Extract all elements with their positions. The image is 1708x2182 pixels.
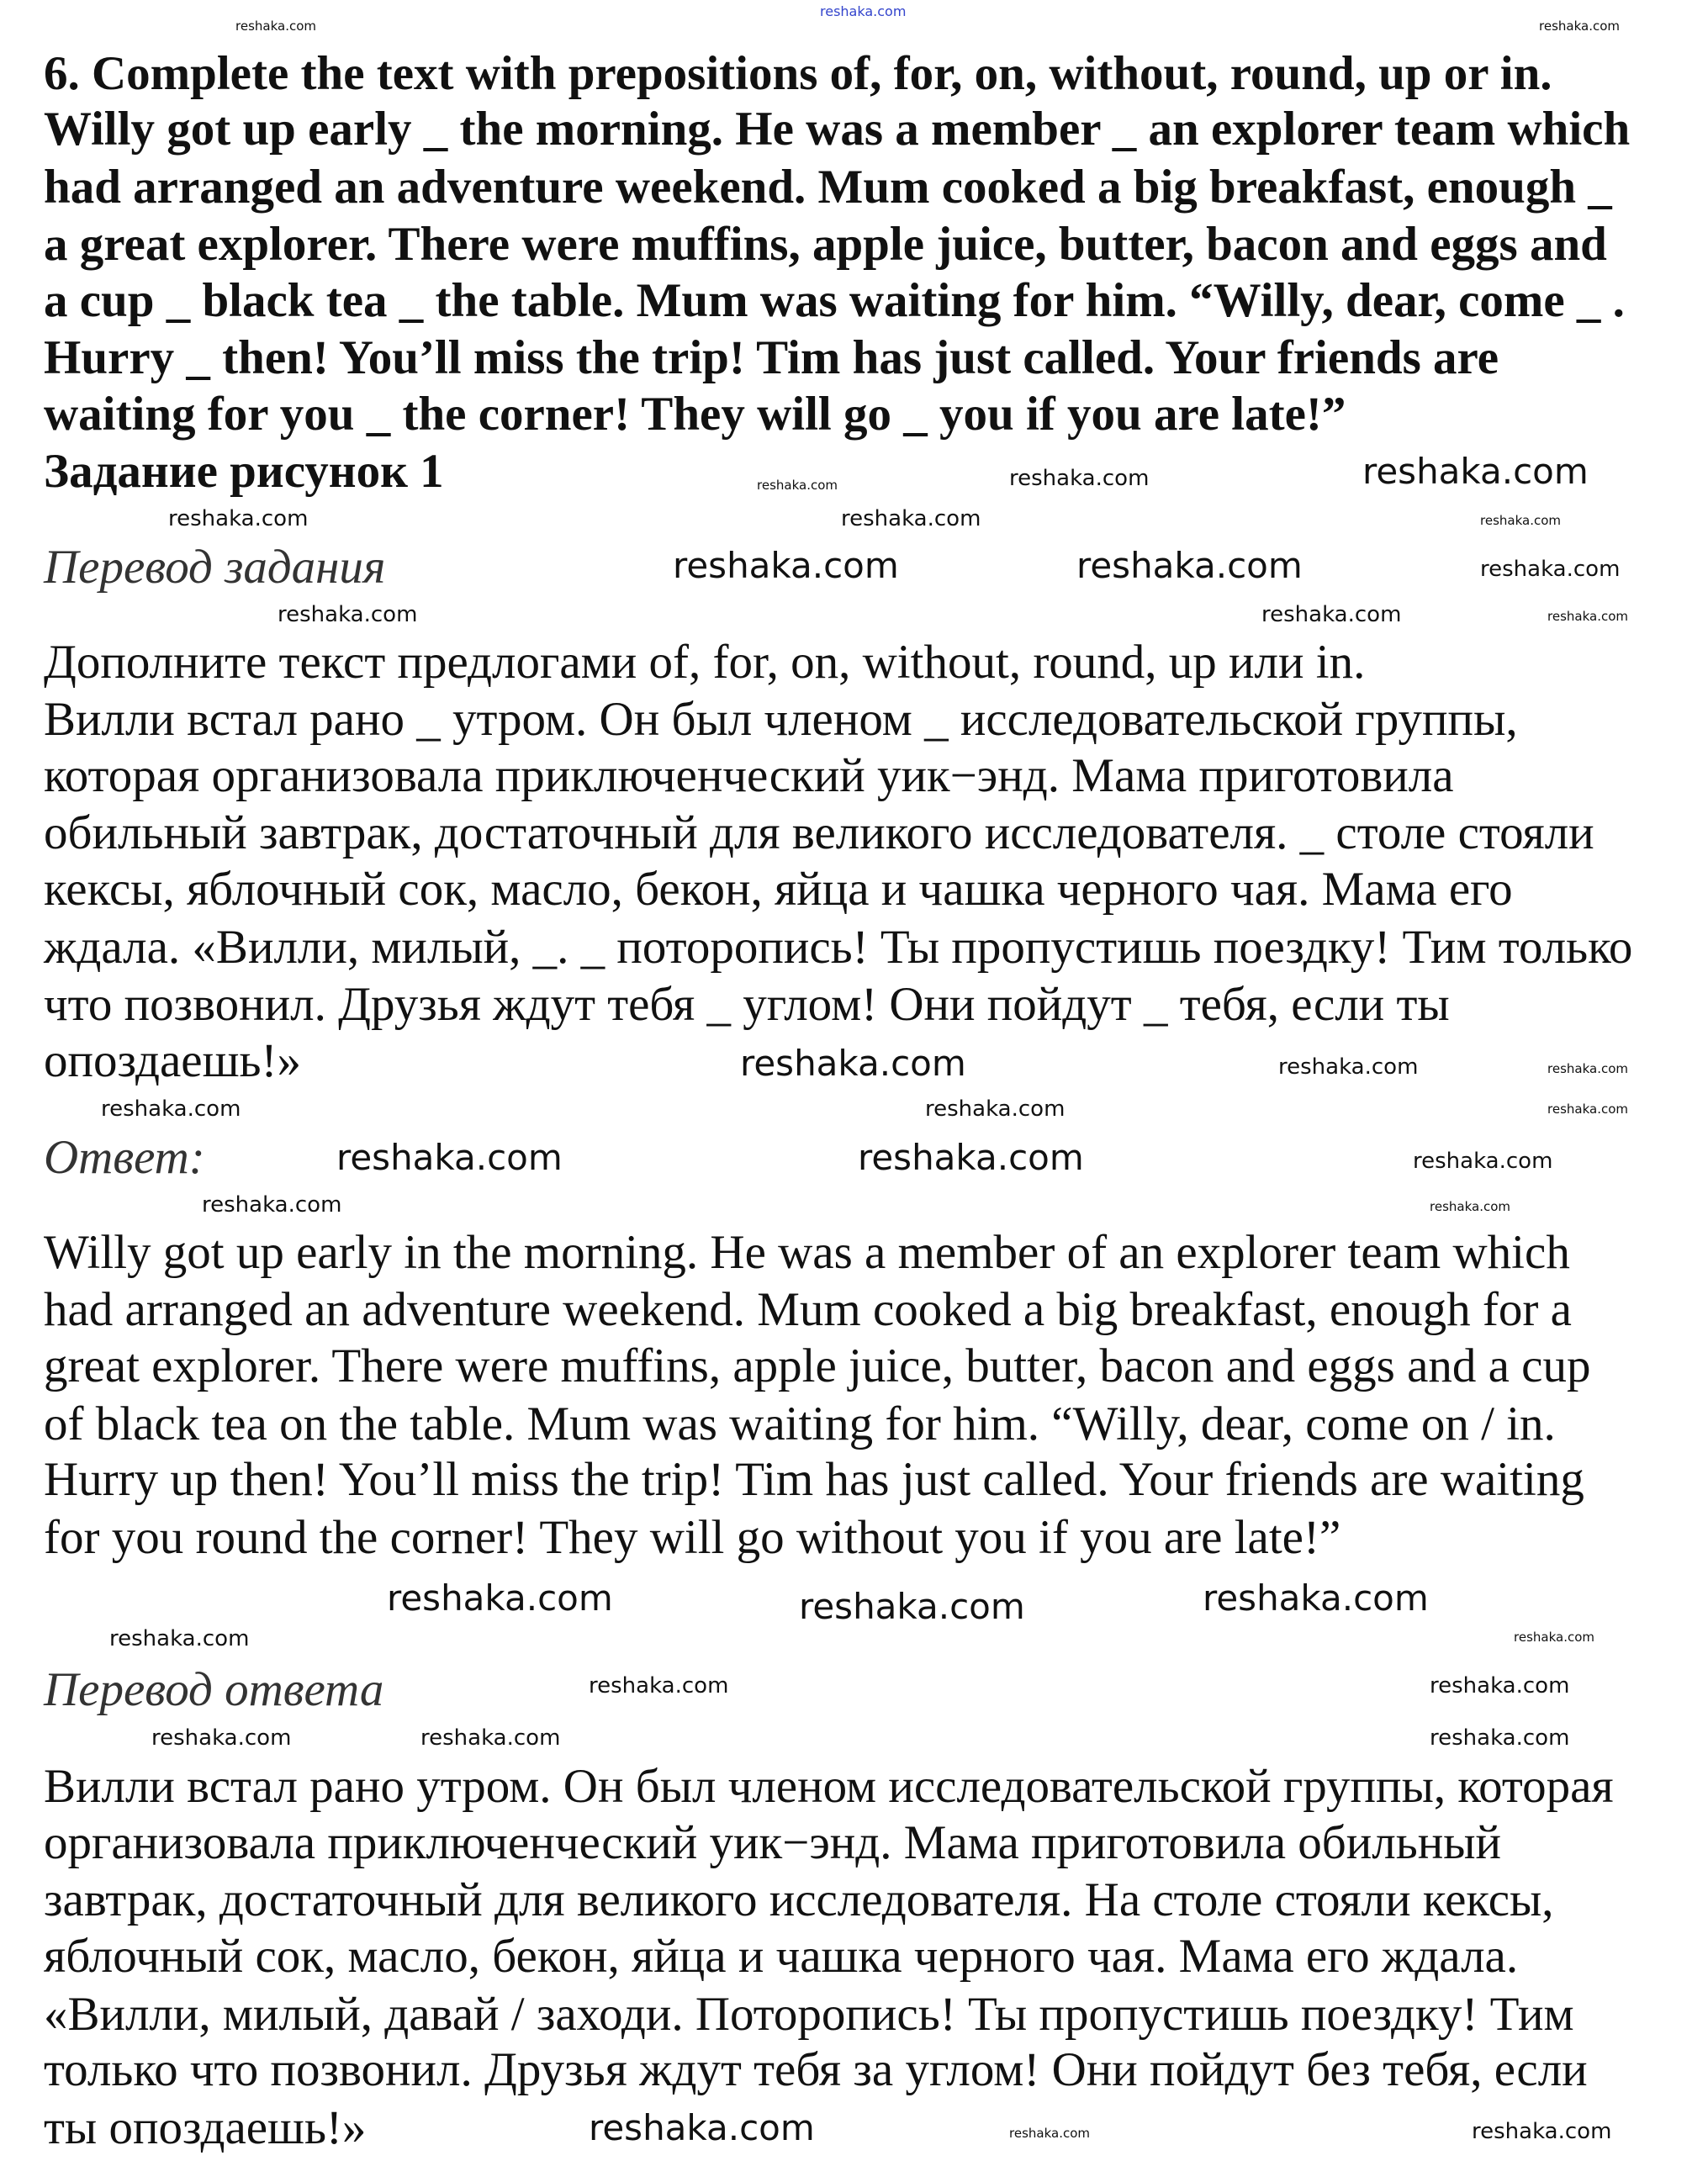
answer-translation-line: Вилли встал рано утром. Он был членом исследовательской группы, которая [44,1760,1614,1813]
watermark: reshaka.com [1430,1199,1510,1214]
task-line: waiting for you _ the corner! They will go _ you if you are late!” [44,388,1346,441]
answer-translation-line: организовала приключенческий уик−энд. Мама приготовила обильный [44,1816,1502,1869]
translation-line: которая организовала приключенческий уик−энд. Мама приготовила [44,749,1454,802]
watermark: reshaka.com [1203,1577,1429,1619]
section-heading: Ответ: [44,1131,205,1184]
watermark: reshaka.com [1539,18,1620,34]
watermark: reshaka.com [673,545,899,586]
answer-translation-line: яблочный сок, масло, бекон, яйца и чашка черного чая. Мама его ждала. [44,1930,1519,1983]
watermark: reshaka.com [1430,1725,1570,1751]
watermark: reshaka.com [820,3,907,19]
watermark: reshaka.com [1514,1630,1594,1645]
task-line: Задание рисунок 1 [44,445,444,498]
watermark: reshaka.com [799,1586,1025,1627]
watermark: reshaka.com [757,478,838,493]
watermark: reshaka.com [740,1043,966,1084]
task-line: Willy got up early _ the morning. He was a member _ an explorer team which [44,103,1631,156]
watermark: reshaka.com [1009,466,1150,491]
watermark: reshaka.com [858,1137,1084,1178]
answer-line: Hurry up then! You’ll miss the trip! Tim has just called. Your friends are waiting [44,1453,1584,1506]
watermark: reshaka.com [202,1192,342,1218]
translation-line: Вилли встал рано _ утром. Он был членом _ исследовательской группы, [44,693,1518,746]
watermark: reshaka.com [1278,1054,1419,1080]
watermark: reshaka.com [109,1626,250,1651]
translation-line: ждала. «Вилли, милый, _. _ поторопись! Ты пропустишь поездку! Тим только [44,921,1633,974]
watermark: reshaka.com [589,1673,729,1699]
watermark: reshaka.com [925,1096,1066,1122]
watermark: reshaka.com [1009,2126,1090,2141]
watermark: reshaka.com [278,602,418,627]
answer-translation-line: «Вилли, милый, давай / заходи. Поторопись! Ты пропустишь поездку! Тим [44,1988,1574,2041]
watermark: reshaka.com [1362,451,1589,492]
watermark: reshaka.com [1261,602,1402,627]
watermark: reshaka.com [1480,513,1561,528]
answer-translation-line: завтрак, достаточный для великого исследователя. На столе стояли кексы, [44,1873,1554,1926]
watermark: reshaka.com [1472,2119,1612,2144]
task-line: a cup _ black tea _ the table. Mum was waiting for him. “Willy, dear, come _ . [44,274,1625,327]
watermark: reshaka.com [1413,1149,1553,1174]
answer-line: great explorer. There were muffins, apple juice, butter, bacon and eggs and a cup [44,1339,1591,1392]
translation-line: опоздаешь!» [44,1034,301,1087]
watermark: reshaka.com [168,506,309,531]
watermark: reshaka.com [1547,1061,1628,1076]
watermark: reshaka.com [1547,1102,1628,1117]
watermark: reshaka.com [1547,609,1628,624]
translation-line: кексы, яблочный сок, масло, бекон, яйца и чашка черного чая. Мама его [44,863,1513,916]
watermark: reshaka.com [1430,1673,1570,1699]
translation-line: обильный завтрак, достаточный для великого исследователя. _ столе стояли [44,806,1594,859]
answer-translation-line: только что позвонил. Друзья ждут тебя за углом! Они пойдут без тебя, если [44,2043,1588,2096]
watermark: reshaka.com [151,1725,292,1751]
section-heading: Перевод ответа [44,1663,384,1716]
watermark: reshaka.com [841,506,981,531]
answer-line: of black tea on the table. Mum was waiting for him. “Willy, dear, come on / in. [44,1397,1556,1450]
task-line: 6. Complete the text with prepositions of, for, on, without, round, up or in. [44,47,1552,100]
watermark: reshaka.com [1076,545,1303,586]
watermark: reshaka.com [101,1096,241,1122]
translation-line: что позвонил. Друзья ждут тебя _ углом! Они пойдут _ тебя, если ты [44,978,1450,1031]
answer-line: for you round the corner! They will go without you if you are late!” [44,1511,1341,1564]
task-line: a great explorer. There were muffins, apple juice, butter, bacon and eggs and [44,218,1607,271]
watermark: reshaka.com [1480,557,1621,582]
answer-line: Willy got up early in the morning. He was a member of an explorer team which [44,1226,1570,1279]
watermark: reshaka.com [336,1137,563,1178]
section-heading: Перевод задания [44,541,386,594]
answer-translation-line: ты опоздаешь!» [44,2101,367,2154]
watermark: reshaka.com [235,18,316,34]
watermark: reshaka.com [420,1725,561,1751]
answer-line: had arranged an adventure weekend. Mum cooked a big breakfast, enough for a [44,1283,1572,1336]
watermark: reshaka.com [387,1577,613,1619]
task-line: Hurry _ then! You’ll miss the trip! Tim has just called. Your friends are [44,331,1499,384]
watermark: reshaka.com [589,2107,815,2148]
translation-line: Дополните текст предлогами of, for, on, without, round, up или in. [44,636,1366,689]
task-line: had arranged an adventure weekend. Mum cooked a big breakfast, enough _ [44,161,1612,214]
